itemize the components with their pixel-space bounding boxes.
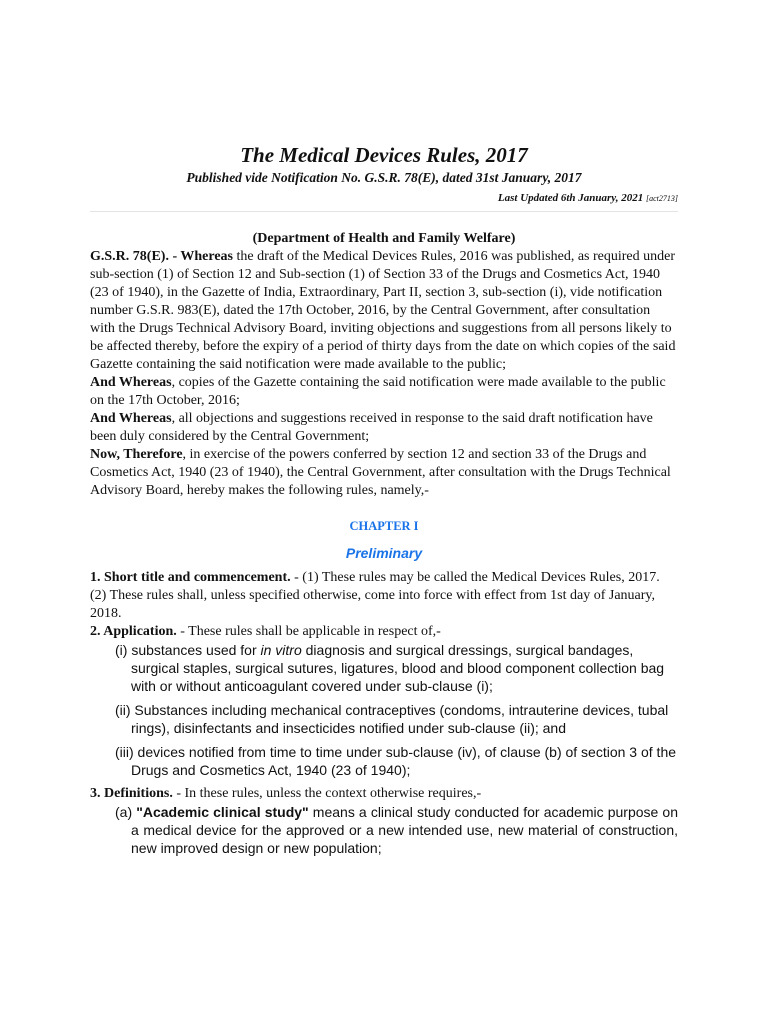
preamble-1-lead: G.S.R. 78(E). - Whereas	[90, 249, 233, 264]
list-item-text: diagnosis and surgical dressings, surgical bandages, surgical staples, surgical sutures, ligatures, blood and blood component collection bag with or without anticoagulant covered under sub-clause (i);	[131, 642, 665, 694]
act-tag: [act2713]	[646, 194, 678, 203]
definition-a-term: "Academic clinical study"	[136, 804, 309, 820]
definition-a-label: (a)	[115, 804, 137, 820]
rule-3-text: - In these rules, unless the context otherwise requires,-	[172, 786, 482, 801]
preamble-2-text: , copies of the Gazette containing the said notification were made available to the public on the 17th October, 2016;	[90, 375, 666, 408]
list-item-emphasis: in vitro	[260, 642, 302, 658]
rule-2-list	[90, 641, 678, 779]
definition-a-text: means a clinical study conducted for academic purpose on a medical device for the approved or a new intended use, new material of construction, new improved design or new population;	[131, 804, 678, 856]
chapter-title: Preliminary	[345, 545, 423, 561]
preamble-3-text: , all objections and suggestions received in response to the said draft notification have been duly considered by the Central Government;	[90, 411, 653, 444]
preamble-4-lead: Now, Therefore	[90, 447, 183, 462]
preamble-4-text: , in exercise of the powers conferred by section 12 and section 33 of the Drugs and Cosmetics Act, 1940 (23 of 1940), the Central Government, after consultation with the Drugs Technical Advisory Board, hereby makes the following rules, namely,-	[90, 447, 671, 498]
document-page	[90, 0, 678, 857]
rule-2-heading: 2. Application.	[90, 624, 177, 639]
rule-3-heading: 3. Definitions.	[90, 786, 173, 801]
chapter-heading: CHAPTER I	[349, 519, 419, 533]
publication-notice: Published vide Notification No. G.S.R. 78(E), dated 31st January, 2017	[186, 170, 582, 185]
definition-a	[90, 803, 678, 857]
header-divider	[90, 211, 678, 212]
list-item	[115, 641, 678, 695]
preamble-paragraph-4	[90, 446, 678, 500]
rule-1-heading: 1. Short title and commencement.	[90, 570, 291, 585]
preamble-2-lead: And Whereas	[90, 375, 172, 390]
rule-1-subsection-2: (2) These rules shall, unless specified otherwise, come into force with effect from 1st day of January, 2018.	[90, 588, 656, 621]
preamble-paragraph-3	[90, 410, 678, 446]
rule-3	[90, 785, 678, 803]
preamble-3-lead: And Whereas	[90, 411, 172, 426]
list-item-text: (i) substances used for	[115, 642, 261, 658]
document-title: The Medical Devices Rules, 2017	[240, 143, 528, 167]
preamble-1-text: the draft of the Medical Devices Rules, 2016 was published, as required under sub-section (1) of Section 12 and Sub-section (1) of Section 33 of the Drugs and Cosmetics Act, 1940 (23 of 1940), in the Gazette of India, Extraordinary, Part II, section 3, sub-section (i), vide notification number G.S.R. 983(E), dated the 17th October, 2016, by the Central Government, after consultation with the Drugs Technical Advisory Board, inviting objections and suggestions from all persons likely to be affected thereby, before the expiry of a period of thirty days from the date on which copies of the said Gazette containing the said notification were made available to the public;	[90, 249, 676, 372]
rule-1-text: - (1) These rules may be called the Medical Devices Rules, 2017.	[290, 570, 660, 585]
rule-2	[90, 623, 678, 641]
preamble-paragraph-1	[90, 248, 678, 374]
rule-2-text: - These rules shall be applicable in respect of,-	[176, 624, 441, 639]
list-item: (iii) devices notified from time to time under sub-clause (iv), of clause (b) of section 3 of the Drugs and Cosmetics Act, 1940 (23 of 1940);	[115, 744, 677, 778]
department-heading: (Department of Health and Family Welfare)	[252, 231, 516, 246]
list-item: (ii) Substances including mechanical contraceptives (condoms, intrauterine devices, tubal rings), disinfectants and insecticides notified under sub-clause (ii); and	[115, 702, 669, 736]
rule-1	[90, 569, 678, 587]
last-updated-date: Last Updated 6th January, 2021	[497, 192, 644, 204]
preamble-paragraph-2	[90, 374, 678, 410]
last-updated-line	[90, 190, 678, 207]
